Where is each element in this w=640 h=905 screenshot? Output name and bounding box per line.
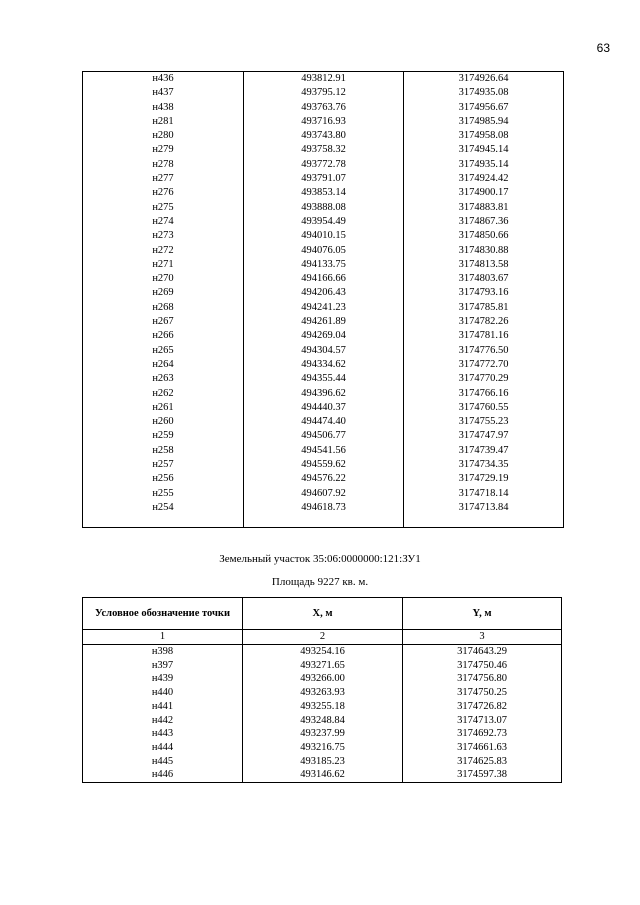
table-row bbox=[83, 645, 562, 659]
table-row bbox=[83, 101, 564, 115]
x-coordinate-cell: 494396.62 bbox=[244, 387, 404, 401]
point-id-cell: н254 bbox=[83, 501, 244, 515]
table-row bbox=[83, 741, 562, 755]
table-row bbox=[83, 444, 564, 458]
x-coordinate-cell: 494166.66 bbox=[244, 272, 404, 286]
page-number: 63 bbox=[596, 41, 610, 55]
point-id-cell: н264 bbox=[83, 358, 244, 372]
point-id-cell: н268 bbox=[83, 301, 244, 315]
x-coordinate-cell: 493812.91 bbox=[244, 72, 404, 87]
point-id-cell: н280 bbox=[83, 129, 244, 143]
point-id-cell: н276 bbox=[83, 186, 244, 200]
table-row bbox=[83, 258, 564, 272]
table-row bbox=[83, 686, 562, 700]
y-coordinate-cell: 3174770.29 bbox=[404, 372, 564, 386]
area-title: Площадь 9227 кв. м. bbox=[271, 576, 369, 588]
y-coordinate-cell: 3174813.58 bbox=[404, 258, 564, 272]
x-coordinate-cell: 494506.77 bbox=[244, 429, 404, 443]
table-row bbox=[83, 659, 562, 673]
x-coordinate-cell: 494269.04 bbox=[244, 329, 404, 343]
table-row bbox=[83, 272, 564, 286]
empty-cell bbox=[83, 515, 244, 528]
x-coordinate-cell: 493255.18 bbox=[243, 700, 403, 714]
table-row bbox=[83, 401, 564, 415]
table-row bbox=[83, 727, 562, 741]
point-id-cell: н263 bbox=[83, 372, 244, 386]
table-row bbox=[83, 143, 564, 157]
y-coordinate-cell: 3174734.35 bbox=[404, 458, 564, 472]
parcel-table-body bbox=[83, 630, 562, 783]
point-id-cell: н257 bbox=[83, 458, 244, 472]
y-coordinate-cell: 3174713.84 bbox=[404, 501, 564, 515]
empty-cell bbox=[244, 515, 404, 528]
y-coordinate-cell: 3174935.14 bbox=[404, 158, 564, 172]
x-coordinate-cell: 494355.44 bbox=[244, 372, 404, 386]
point-id-cell: н439 bbox=[83, 672, 243, 686]
table-row bbox=[83, 158, 564, 172]
table-row bbox=[83, 458, 564, 472]
x-coordinate-cell: 494576.22 bbox=[244, 472, 404, 486]
table-row bbox=[83, 415, 564, 429]
parcel-title: Земельный участок 35:06:0000000:121:ЗУ1 bbox=[219, 553, 421, 565]
point-id-cell: н275 bbox=[83, 201, 244, 215]
x-coordinate-cell: 494440.37 bbox=[244, 401, 404, 415]
table-row bbox=[83, 301, 564, 315]
x-coordinate-cell: 493772.78 bbox=[244, 158, 404, 172]
table-row bbox=[83, 372, 564, 386]
parcel-coordinates-table bbox=[82, 597, 562, 783]
point-id-cell: н277 bbox=[83, 172, 244, 186]
x-coordinate-cell: 493716.93 bbox=[244, 115, 404, 129]
x-coordinate-cell: 494607.92 bbox=[244, 487, 404, 501]
x-coordinate-cell: 494133.75 bbox=[244, 258, 404, 272]
x-coordinate-cell: 493758.32 bbox=[244, 143, 404, 157]
point-id-cell: н445 bbox=[83, 755, 243, 769]
x-coordinate-cell: 494474.40 bbox=[244, 415, 404, 429]
x-coordinate-cell: 493254.16 bbox=[243, 645, 403, 659]
x-coordinate-cell: 494010.15 bbox=[244, 229, 404, 243]
table-row bbox=[83, 768, 562, 782]
y-coordinate-cell: 3174776.50 bbox=[404, 344, 564, 358]
x-coordinate-cell: 494541.56 bbox=[244, 444, 404, 458]
coordinates-table-body bbox=[83, 72, 564, 528]
x-coordinate-cell: 494076.05 bbox=[244, 244, 404, 258]
table-row bbox=[83, 315, 564, 329]
x-coordinate-cell: 493185.23 bbox=[243, 755, 403, 769]
table-row bbox=[83, 672, 562, 686]
y-coordinate-cell: 3174772.70 bbox=[404, 358, 564, 372]
point-id-cell: н256 bbox=[83, 472, 244, 486]
point-id-cell: н441 bbox=[83, 700, 243, 714]
column-number: 2 bbox=[243, 630, 403, 645]
table-row bbox=[83, 229, 564, 243]
point-id-cell: н446 bbox=[83, 768, 243, 782]
table-row bbox=[83, 501, 564, 515]
y-coordinate-cell: 3174756.80 bbox=[403, 672, 562, 686]
x-coordinate-cell: 493795.12 bbox=[244, 86, 404, 100]
point-id-cell: н437 bbox=[83, 86, 244, 100]
y-coordinate-cell: 3174661.63 bbox=[403, 741, 562, 755]
y-coordinate-cell: 3174958.08 bbox=[404, 129, 564, 143]
table-row bbox=[83, 700, 562, 714]
x-coordinate-cell: 493146.62 bbox=[243, 768, 403, 782]
x-coordinate-cell: 494261.89 bbox=[244, 315, 404, 329]
table-row bbox=[83, 344, 564, 358]
y-coordinate-cell: 3174900.17 bbox=[404, 186, 564, 200]
table-row bbox=[83, 472, 564, 486]
y-coordinate-cell: 3174956.67 bbox=[404, 101, 564, 115]
y-coordinate-cell: 3174803.67 bbox=[404, 272, 564, 286]
point-id-cell: н274 bbox=[83, 215, 244, 229]
table-row bbox=[83, 201, 564, 215]
table-row bbox=[83, 329, 564, 343]
x-coordinate-cell: 494206.43 bbox=[244, 286, 404, 300]
header-y: Y, м bbox=[403, 598, 562, 630]
point-id-cell: н272 bbox=[83, 244, 244, 258]
table-row bbox=[83, 755, 562, 769]
header-point-designation: Условное обозначение точки bbox=[83, 598, 243, 630]
x-coordinate-cell: 494334.62 bbox=[244, 358, 404, 372]
x-coordinate-cell: 493888.08 bbox=[244, 201, 404, 215]
table-row bbox=[83, 72, 564, 87]
y-coordinate-cell: 3174760.55 bbox=[404, 401, 564, 415]
y-coordinate-cell: 3174793.16 bbox=[404, 286, 564, 300]
point-id-cell: н438 bbox=[83, 101, 244, 115]
table-row bbox=[83, 244, 564, 258]
point-id-cell: н436 bbox=[83, 72, 244, 87]
table-row bbox=[83, 86, 564, 100]
table-row bbox=[83, 215, 564, 229]
y-coordinate-cell: 3174755.23 bbox=[404, 415, 564, 429]
y-coordinate-cell: 3174935.08 bbox=[404, 86, 564, 100]
table-row bbox=[83, 186, 564, 200]
point-id-cell: н442 bbox=[83, 714, 243, 728]
point-id-cell: н255 bbox=[83, 487, 244, 501]
point-id-cell: н258 bbox=[83, 444, 244, 458]
y-coordinate-cell: 3174867.36 bbox=[404, 215, 564, 229]
y-coordinate-cell: 3174739.47 bbox=[404, 444, 564, 458]
table-end-row bbox=[83, 515, 564, 528]
y-coordinate-cell: 3174926.64 bbox=[404, 72, 564, 87]
table-row bbox=[83, 429, 564, 443]
x-coordinate-cell: 493237.99 bbox=[243, 727, 403, 741]
coordinates-table-continued bbox=[82, 71, 564, 528]
x-coordinate-cell: 493954.49 bbox=[244, 215, 404, 229]
x-coordinate-cell: 494559.62 bbox=[244, 458, 404, 472]
point-id-cell: н273 bbox=[83, 229, 244, 243]
point-id-cell: н259 bbox=[83, 429, 244, 443]
point-id-cell: н271 bbox=[83, 258, 244, 272]
y-coordinate-cell: 3174883.81 bbox=[404, 201, 564, 215]
x-coordinate-cell: 493216.75 bbox=[243, 741, 403, 755]
y-coordinate-cell: 3174766.16 bbox=[404, 387, 564, 401]
x-coordinate-cell: 493743.80 bbox=[244, 129, 404, 143]
column-number: 1 bbox=[83, 630, 243, 645]
y-coordinate-cell: 3174750.46 bbox=[403, 659, 562, 673]
point-id-cell: н278 bbox=[83, 158, 244, 172]
y-coordinate-cell: 3174692.73 bbox=[403, 727, 562, 741]
point-id-cell: н266 bbox=[83, 329, 244, 343]
x-coordinate-cell: 493266.00 bbox=[243, 672, 403, 686]
y-coordinate-cell: 3174750.25 bbox=[403, 686, 562, 700]
y-coordinate-cell: 3174726.82 bbox=[403, 700, 562, 714]
x-coordinate-cell: 493263.93 bbox=[243, 686, 403, 700]
x-coordinate-cell: 494304.57 bbox=[244, 344, 404, 358]
table-row bbox=[83, 172, 564, 186]
x-coordinate-cell: 493763.76 bbox=[244, 101, 404, 115]
table-row bbox=[83, 487, 564, 501]
x-coordinate-cell: 494241.23 bbox=[244, 301, 404, 315]
y-coordinate-cell: 3174924.42 bbox=[404, 172, 564, 186]
point-id-cell: н269 bbox=[83, 286, 244, 300]
table-row bbox=[83, 286, 564, 300]
column-number: 3 bbox=[403, 630, 562, 645]
table-row bbox=[83, 714, 562, 728]
point-id-cell: н397 bbox=[83, 659, 243, 673]
point-id-cell: н261 bbox=[83, 401, 244, 415]
table-row bbox=[83, 115, 564, 129]
y-coordinate-cell: 3174729.19 bbox=[404, 472, 564, 486]
point-id-cell: н398 bbox=[83, 645, 243, 659]
point-id-cell: н267 bbox=[83, 315, 244, 329]
y-coordinate-cell: 3174782.26 bbox=[404, 315, 564, 329]
y-coordinate-cell: 3174597.38 bbox=[403, 768, 562, 782]
y-coordinate-cell: 3174713.07 bbox=[403, 714, 562, 728]
point-id-cell: н444 bbox=[83, 741, 243, 755]
y-coordinate-cell: 3174781.16 bbox=[404, 329, 564, 343]
y-coordinate-cell: 3174625.83 bbox=[403, 755, 562, 769]
header-x: X, м bbox=[243, 598, 403, 630]
point-id-cell: н440 bbox=[83, 686, 243, 700]
point-id-cell: н260 bbox=[83, 415, 244, 429]
table-row bbox=[83, 358, 564, 372]
table-row bbox=[83, 387, 564, 401]
x-coordinate-cell: 494618.73 bbox=[244, 501, 404, 515]
y-coordinate-cell: 3174718.14 bbox=[404, 487, 564, 501]
y-coordinate-cell: 3174643.29 bbox=[403, 645, 562, 659]
point-id-cell: н281 bbox=[83, 115, 244, 129]
table-header-row bbox=[83, 598, 562, 630]
point-id-cell: н262 bbox=[83, 387, 244, 401]
y-coordinate-cell: 3174850.66 bbox=[404, 229, 564, 243]
y-coordinate-cell: 3174747.97 bbox=[404, 429, 564, 443]
point-id-cell: н443 bbox=[83, 727, 243, 741]
y-coordinate-cell: 3174985.94 bbox=[404, 115, 564, 129]
x-coordinate-cell: 493248.84 bbox=[243, 714, 403, 728]
empty-cell bbox=[404, 515, 564, 528]
y-coordinate-cell: 3174785.81 bbox=[404, 301, 564, 315]
point-id-cell: н270 bbox=[83, 272, 244, 286]
point-id-cell: н279 bbox=[83, 143, 244, 157]
x-coordinate-cell: 493271.65 bbox=[243, 659, 403, 673]
x-coordinate-cell: 493853.14 bbox=[244, 186, 404, 200]
column-number-row bbox=[83, 630, 562, 645]
y-coordinate-cell: 3174945.14 bbox=[404, 143, 564, 157]
table-row bbox=[83, 129, 564, 143]
y-coordinate-cell: 3174830.88 bbox=[404, 244, 564, 258]
point-id-cell: н265 bbox=[83, 344, 244, 358]
x-coordinate-cell: 493791.07 bbox=[244, 172, 404, 186]
